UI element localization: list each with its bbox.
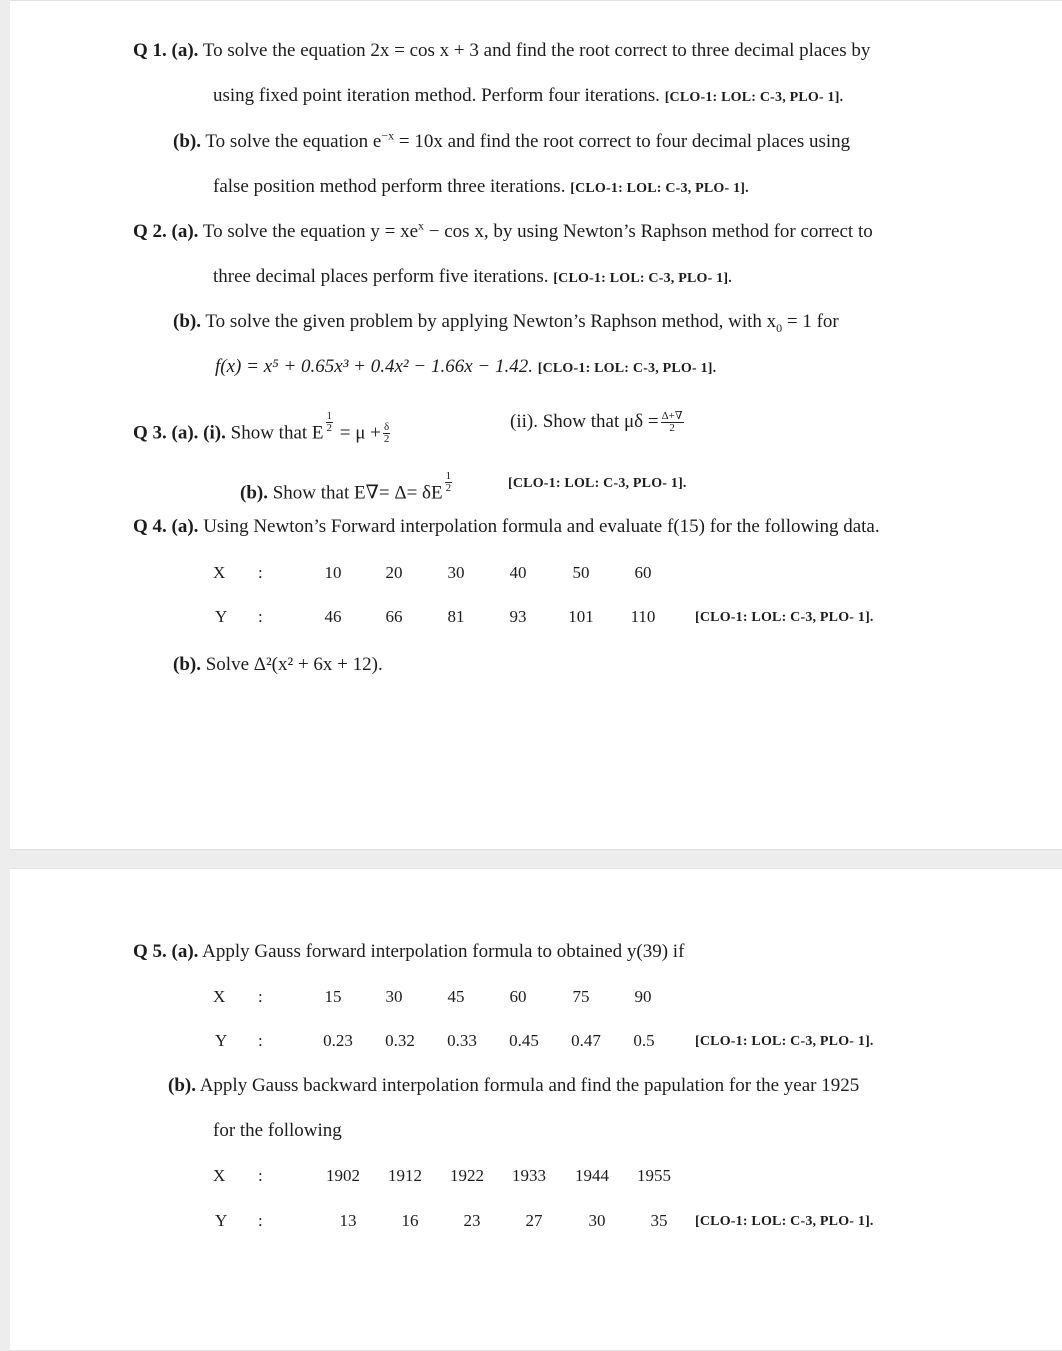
q3ai-exponent-fraction xyxy=(326,411,334,434)
q2b-clo: [CLO-1: LOL: C-3, PLO- 1]. xyxy=(537,361,717,376)
q4-y-cell: 110 xyxy=(630,607,656,626)
q4-y-cell: 81 xyxy=(447,607,465,626)
exam-page-2 xyxy=(10,868,1062,1351)
q5-x-cell: 30 xyxy=(385,987,403,1006)
q5-x-label: X xyxy=(213,987,226,1006)
q1b-text-pre: To solve the equation e xyxy=(205,131,382,152)
q5b-y-cell: 27 xyxy=(525,1211,543,1230)
q4-x-cell: 10 xyxy=(324,563,342,582)
q5-x-colon: : xyxy=(258,987,263,1006)
q2b-text-line1: To solve the given problem by applying Newton’s Raphson method, with x xyxy=(205,311,777,332)
q5b-clo: [CLO-1: LOL: C-3, PLO- 1]. xyxy=(695,1214,874,1229)
q5b-x-cell: 1933 xyxy=(512,1166,546,1185)
q5-y-colon: : xyxy=(258,1031,263,1050)
q1a-text-line1: To solve the equation 2x = cos x + 3 and find the root correct to three decimal places by xyxy=(202,40,871,61)
q5b-line2 xyxy=(213,1120,342,1142)
q2b-text-post: = 1 for xyxy=(782,311,839,332)
q3aii-line xyxy=(510,411,686,434)
q3aii-frac-den: 2 xyxy=(669,422,675,435)
q5b-x-colon: : xyxy=(258,1166,263,1185)
q3ai-text: Show that E xyxy=(230,422,324,444)
q1b-line2 xyxy=(213,176,749,200)
q5b-y-cell: 30 xyxy=(588,1211,606,1230)
q4-x-cell: 30 xyxy=(447,563,465,582)
q4-y-cell: 46 xyxy=(324,607,342,626)
q5-y-cell: 0.23 xyxy=(323,1031,353,1050)
q4-x-cell: 40 xyxy=(509,563,527,582)
q5b-x-label: X xyxy=(213,1166,226,1185)
q3aii-text: Show that μδ = xyxy=(542,411,659,432)
q4b-label: (b). xyxy=(173,654,201,675)
q3ai-exp-den: 2 xyxy=(326,422,333,434)
q5-number: Q 5. (a). xyxy=(133,941,199,962)
q5-y-cell: 0.33 xyxy=(447,1031,477,1050)
q5b-y-cell: 16 xyxy=(401,1211,419,1230)
q2-number: Q 2. (a). xyxy=(133,221,199,242)
q5b-y-colon: : xyxy=(258,1211,263,1230)
q5-y-cell: 0.47 xyxy=(571,1031,601,1050)
q5b-x-cell: 1944 xyxy=(575,1166,609,1185)
q4-number: Q 4. (a). xyxy=(133,516,199,537)
q5a-text-line1: Apply Gauss forward interpolation formula to obtained y(39) if xyxy=(202,941,685,962)
q3ai-frac-num: δ xyxy=(384,421,390,434)
q5-y-label: Y xyxy=(215,1031,228,1050)
q2b-label: (b). xyxy=(173,311,201,332)
q4-y-cell: 93 xyxy=(509,607,527,626)
q4-clo: [CLO-1: LOL: C-3, PLO- 1]. xyxy=(695,610,874,625)
q4-x-colon: : xyxy=(258,563,263,582)
q3b-label: (b). xyxy=(240,482,268,504)
q2a-text-line2: three decimal places perform five iterations. xyxy=(213,266,549,287)
q1b-text-line2: false position method perform three iterations. xyxy=(213,176,566,197)
q2a-line1 xyxy=(133,218,873,243)
q5-x-cell: 45 xyxy=(447,987,465,1006)
q3b-exp-num: 1 xyxy=(445,470,452,482)
q1a-text-line2: using fixed point iteration method. Perform four iterations. xyxy=(213,85,660,106)
q5b-line1 xyxy=(168,1075,859,1097)
q1b-clo: [CLO-1: LOL: C-3, PLO- 1]. xyxy=(570,181,749,196)
q4a-line1 xyxy=(133,516,880,538)
q5b-y-cell: 13 xyxy=(339,1211,357,1230)
q3b-clo: [CLO-1: LOL: C-3, PLO- 1]. xyxy=(508,476,687,491)
q1b-text-post: = 10x and find the root correct to four decimal places using xyxy=(394,131,851,152)
q5-x-cell: 75 xyxy=(572,987,590,1006)
exam-page-1 xyxy=(10,0,1062,850)
q3ai-line xyxy=(133,411,392,445)
q1a-line2 xyxy=(213,85,843,109)
q3aii-label: (ii). xyxy=(510,411,538,432)
q5a-line1 xyxy=(133,941,684,963)
q3ai-frac-den: 2 xyxy=(383,433,390,446)
q5b-x-cell: 1912 xyxy=(388,1166,422,1185)
q4-x-cell: 50 xyxy=(572,563,590,582)
q2b-line2 xyxy=(215,356,716,380)
q1a-line1 xyxy=(133,40,870,62)
q4a-text-line1: Using Newton’s Forward interpolation formula and evaluate f(15) for the following data. xyxy=(203,516,880,537)
q3b-exp-den: 2 xyxy=(445,482,452,494)
q2b-subscript: 0 xyxy=(776,320,783,335)
q1b-label: (b). xyxy=(173,131,201,152)
q3aii-fraction xyxy=(661,411,684,434)
q2b-equation: f(x) = x⁵ + 0.65x³ + 0.4x² − 1.66x − 1.42. xyxy=(215,356,533,377)
q4-x-cell: 60 xyxy=(634,563,652,582)
q4-x-cell: 20 xyxy=(385,563,403,582)
q1b-exponent: −x xyxy=(381,128,395,143)
q4-y-cell: 101 xyxy=(568,607,594,626)
q2a-exponent: x xyxy=(418,218,425,233)
q5-x-cell: 90 xyxy=(634,987,652,1006)
q5b-label: (b). xyxy=(168,1075,196,1096)
q5b-x-cell: 1955 xyxy=(637,1166,671,1185)
q3b-text: Show that E∇= Δ= δE xyxy=(272,482,443,504)
q3ai-exp-num: 1 xyxy=(326,410,333,422)
q5-clo: [CLO-1: LOL: C-3, PLO- 1]. xyxy=(695,1034,874,1049)
q4-y-colon: : xyxy=(258,607,263,626)
q5-x-cell: 15 xyxy=(324,987,342,1006)
q5b-text-line2: for the following xyxy=(213,1120,342,1141)
q3-number: Q 3. (a). (i). xyxy=(133,422,226,444)
q3aii-frac-num: Δ+∇ xyxy=(661,410,683,423)
q4-x-label: X xyxy=(213,563,226,582)
q1b-line1 xyxy=(173,128,851,153)
q5-y-cell: 0.45 xyxy=(509,1031,539,1050)
q1a-clo: [CLO-1: LOL: C-3, PLO- 1]. xyxy=(664,90,844,105)
q5b-text-line1: Apply Gauss backward interpolation formula and find the papulation for the year 1925 xyxy=(199,1075,860,1096)
q2b-line1 xyxy=(173,311,839,333)
q5b-x-cell: 1902 xyxy=(326,1166,360,1185)
q5-x-cell: 60 xyxy=(509,987,527,1006)
q5b-x-cell: 1922 xyxy=(450,1166,484,1185)
q2a-text-post: − cos x, by using Newton’s Raphson method for correct to xyxy=(424,221,873,242)
q2a-line2 xyxy=(213,266,732,290)
q3ai-mid: = μ + xyxy=(335,422,381,444)
q2a-clo: [CLO-1: LOL: C-3, PLO- 1]. xyxy=(553,271,732,286)
q4-y-label: Y xyxy=(215,607,228,626)
q5b-y-cell: 23 xyxy=(463,1211,481,1230)
q1-number: Q 1. (a). xyxy=(133,40,199,61)
q4b-text: Solve Δ²(x² + 6x + 12). xyxy=(205,654,383,675)
q3b-line xyxy=(240,471,454,504)
q5-y-cell: 0.32 xyxy=(385,1031,415,1050)
q5b-y-cell: 35 xyxy=(650,1211,668,1230)
q4b-line xyxy=(173,654,383,676)
q4-y-cell: 66 xyxy=(385,607,403,626)
q3b-exponent-fraction xyxy=(445,471,453,494)
q2a-text-line1: To solve the equation y = xe xyxy=(202,221,419,242)
q3b-clo-line xyxy=(508,471,687,495)
q3ai-fraction xyxy=(383,422,391,445)
q5b-y-label: Y xyxy=(215,1211,228,1230)
q5-y-cell: 0.5 xyxy=(633,1031,655,1050)
